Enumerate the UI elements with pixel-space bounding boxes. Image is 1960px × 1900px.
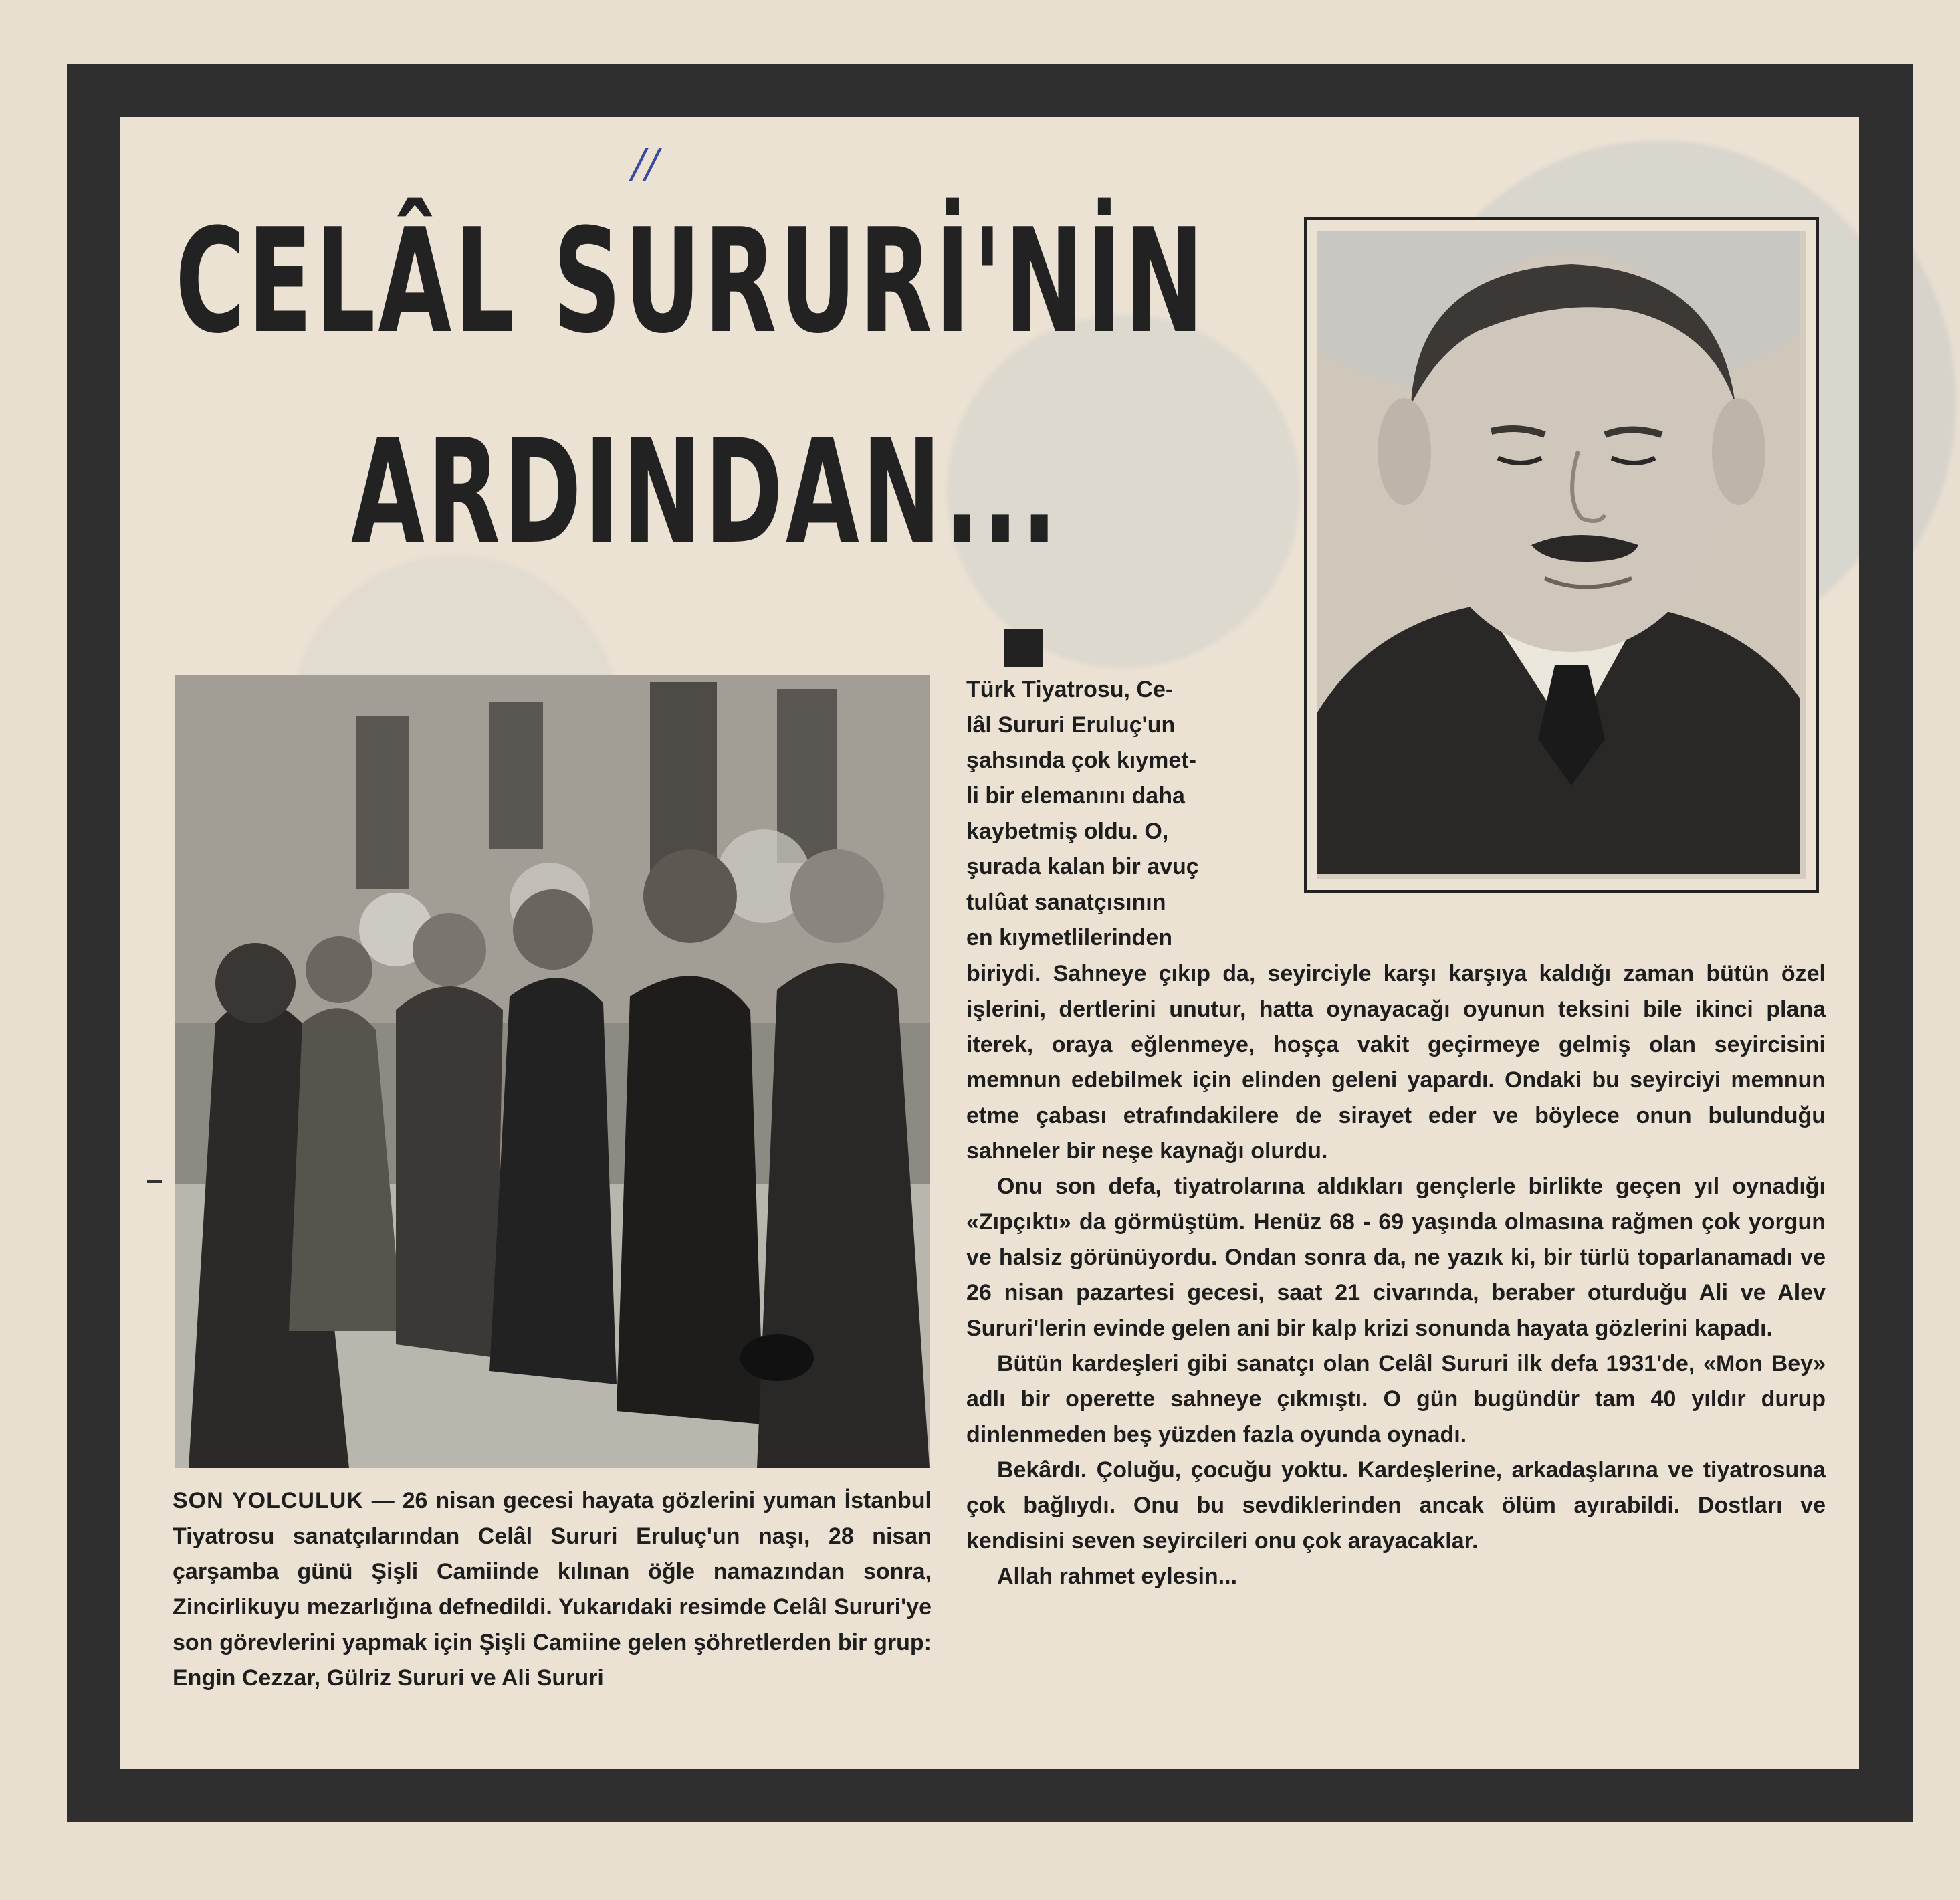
funeral-illustration	[175, 675, 930, 1468]
paragraph-4: Bekârdı. Çoluğu, çocuğu yoktu. Kardeşlerine, arkadaşlarına ve tiyatrosuna çok bağlıydı. Onu bu sevdiklerinden ancak ölüm ayırabildi. Dostları ve kendisini seven seyircileri onu çok arayacaklar.	[966, 1457, 1826, 1554]
handwritten-mark: //	[632, 140, 659, 187]
headline-line-1: CELÂL SURURİ'NİN	[175, 197, 1207, 365]
intro-line: şahsında çok kıymet-	[966, 748, 1196, 773]
intro-line: li bir elemanını daha	[966, 783, 1185, 809]
portrait-photo	[1304, 217, 1819, 893]
funeral-photo	[175, 675, 930, 1468]
caption-label: SON YOLCULUK	[173, 1488, 364, 1513]
margin-mark	[147, 1180, 162, 1183]
intro-line: lâl Sururi Eruluç'un	[966, 712, 1176, 738]
portrait-image	[1317, 231, 1806, 879]
paragraph-3: Bütün kardeşleri gibi sanatçı olan Celâl Sururi ilk defa 1931'de, «Mon Bey» adlı bir operette sahneye çıkmıştı. O gün bugündür tam 40 yıldır durup dinlenmeden beş yüzden fazla oyunda oynadı.	[966, 1351, 1826, 1447]
paragraph-2: Onu son defa, tiyatrolarına aldıkları gençlerle birlikte geçen yıl oynadığı «Zıpçıktı» da görmüştüm. Henüz 68 - 69 yaşında olmasına rağmen çok yorgun ve halsiz görünüyordu. Ondan sonra da, ne yazık ki, bir türlü toparlanamadı ve 26 nisan pazartesi gecesi, saat 21 civarında, beraber oturduğu Ali ve Alev Sururi'lerin evinde gelen ani bir kalp krizi sonunda hayata gözlerini kapadı.	[966, 1174, 1826, 1341]
article-intro-column	[966, 672, 1264, 956]
paragraph-marker	[1004, 629, 1043, 667]
article-body	[966, 956, 1826, 1594]
intro-line: tulûat sanatçısının	[966, 889, 1166, 915]
intro-line: kaybetmiş oldu. O,	[966, 819, 1169, 844]
headline-line-2: ARDINDAN...	[351, 408, 1061, 576]
paragraph-5: Allah rahmet eylesin...	[997, 1564, 1238, 1589]
paragraph-1-continued: biriydi. Sahneye çıkıp da, seyirciyle karşı karşıya kaldığı zaman bütün özel işlerini, dertlerini unutur, hatta oynayacağı oyunun teksini bile ikinci plana iterek, oraya eğlenmeye, hoşça vakit geçirmeye gelmiş olan seyircisini memnun edebilmek için elinden geleni yapardı. Ondaki bu seyirciyi memnun etme çabası etrafındakilere de sirayet eder ve böylece onun bulunduğu sahneler bir neşe kaynağı olurdu.	[966, 961, 1826, 1164]
portrait-illustration	[1317, 231, 1800, 874]
intro-line: Türk Tiyatrosu, Ce-	[966, 677, 1174, 702]
intro-line: en kıymetlilerinden	[966, 925, 1172, 950]
photo-caption	[173, 1483, 932, 1696]
caption-text: — 26 nisan gecesi hayata gözlerini yuman İstanbul Tiyatrosu sanatçılarından Celâl Sururi Eruluç'un naşı, 28 nisan çarşamba günü Şişli Camiinde kılınan öğle namazından sonra, Zincirlikuyu mezarlığına defnedildi. Yukarıdaki resimde Celâl Sururi'ye son görevlerini yapmak için Şişli Camiine gelen şöhretlerden bir grup: Engin Cezzar, Gülriz Sururi ve Ali Sururi	[173, 1488, 932, 1691]
intro-line: şurada kalan bir avuç	[966, 854, 1199, 879]
